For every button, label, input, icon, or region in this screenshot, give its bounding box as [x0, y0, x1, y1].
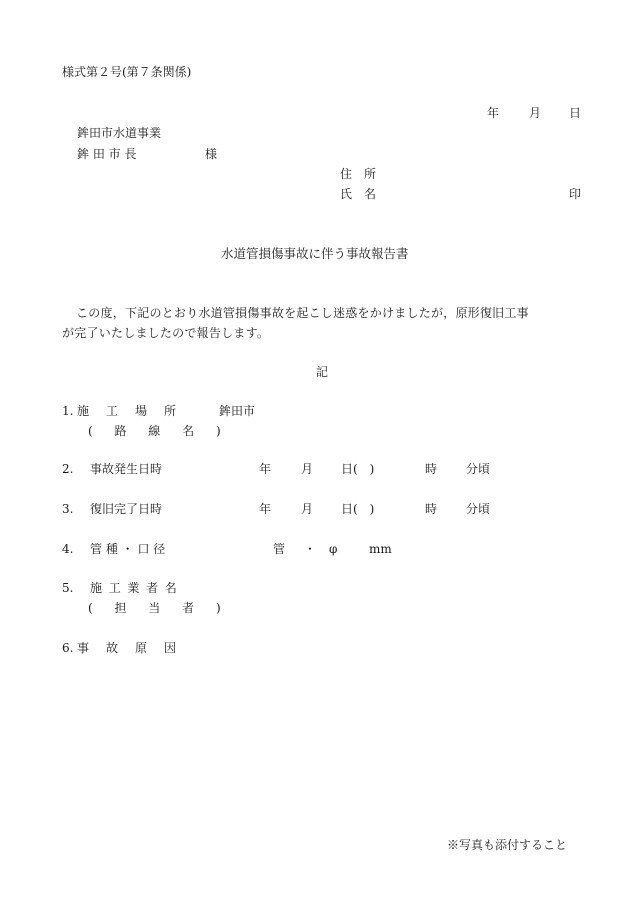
- form-label: 様式第２号(第７条関係): [62, 65, 192, 79]
- item-5-label: 施 工 業 者 名: [90, 581, 179, 595]
- document-title: 水道管損傷事故に伴う事故報告書: [221, 246, 409, 261]
- item-1-sub: ( 路 線 名 ): [88, 424, 230, 438]
- item-2-label: 事故発生日時: [90, 462, 163, 476]
- item-1-label: 施 工 場 所: [77, 404, 183, 418]
- item-3-hour: 時: [425, 502, 438, 516]
- footnote: ※写真も添付すること: [447, 838, 568, 852]
- item-2-year: 年: [259, 462, 272, 476]
- item-3-month: 月: [301, 502, 314, 516]
- item-6-number: 6.: [62, 641, 74, 655]
- item-4-unit: mm: [369, 542, 392, 556]
- item-4-dot: ・: [304, 542, 317, 556]
- addressee-honorific: 様: [205, 147, 218, 161]
- item-4-pipe: 管: [273, 542, 286, 556]
- item-2-minute: 分頃: [466, 462, 491, 476]
- seal-mark: 印: [569, 187, 582, 201]
- item-2-number: 2.: [62, 462, 74, 476]
- addressee-org: 鉾田市水道事業: [77, 126, 162, 140]
- item-1-number: 1.: [62, 404, 74, 418]
- address-label: 住 所: [340, 167, 377, 181]
- item-5-number: 5.: [62, 581, 74, 595]
- item-5-sub: ( 担 当 者 ): [88, 601, 230, 615]
- item-3-label: 復旧完了日時: [90, 502, 163, 516]
- addressee-mayor: 鉾 田 市 長: [77, 147, 137, 161]
- item-4-phi: φ: [329, 542, 338, 556]
- item-2-day: 日( ): [341, 462, 375, 476]
- item-3-minute: 分頃: [466, 502, 491, 516]
- item-1-value: 鉾田市: [219, 404, 256, 418]
- body-line-1: この度，下記のとおり水道管損傷事故を起こし迷惑をかけましたが，原形復旧工事: [76, 306, 529, 320]
- item-4-label: 管 種 ・ 口 径: [90, 542, 166, 556]
- item-2-hour: 時: [425, 462, 438, 476]
- item-2-month: 月: [301, 462, 314, 476]
- item-3-day: 日( ): [341, 502, 375, 516]
- name-label: 氏 名: [340, 187, 377, 201]
- body-line-2: が完了いたしましたので報告します。: [62, 326, 270, 340]
- date-day: 日: [569, 106, 582, 120]
- item-4-number: 4.: [62, 542, 74, 556]
- date-year: 年: [487, 106, 500, 120]
- date-month: 月: [529, 106, 542, 120]
- ki-heading: 記: [316, 365, 329, 379]
- item-3-year: 年: [259, 502, 272, 516]
- item-6-label: 事 故 原 因: [77, 641, 183, 655]
- item-3-number: 3.: [62, 502, 74, 516]
